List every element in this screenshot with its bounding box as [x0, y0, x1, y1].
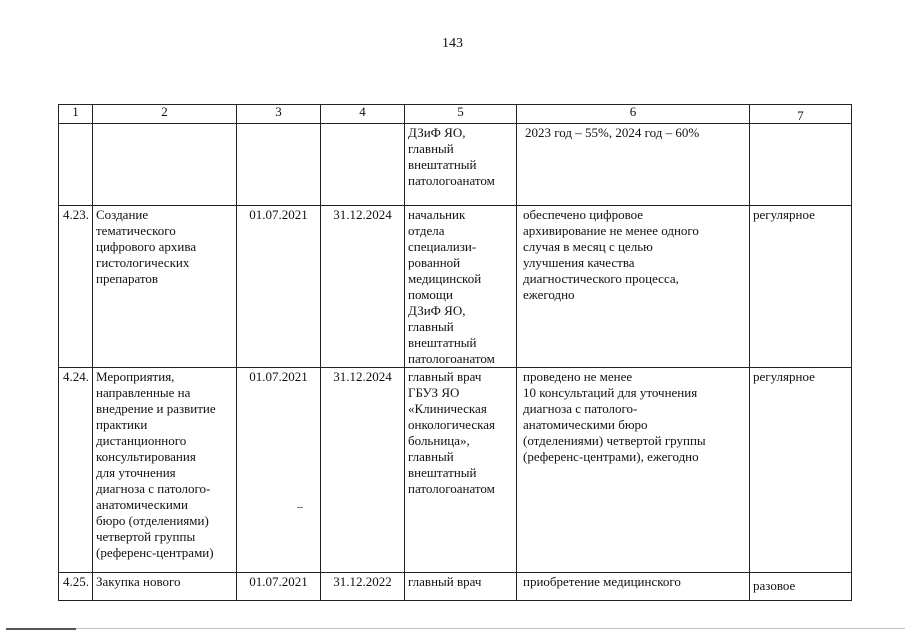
expected-result: 2023 год – 55%, 2024 год – 60% [517, 124, 750, 206]
row-number: 4.23. [59, 206, 93, 368]
responsible: начальник отдела специализи- рованной медицинской помощи ДЗиФ ЯО, главный внештатный патологоанатом [405, 206, 517, 368]
header-cell-7: 7 [750, 105, 852, 124]
header-cell-2: 2 [93, 105, 237, 124]
activity-name: Создание тематического цифрового архива гистологических препаратов [93, 206, 237, 368]
activity-type: разовое [750, 573, 852, 601]
header-cell-3: 3 [237, 105, 321, 124]
expected-result: проведено не менее 10 консультаций для уточнения диагноза с патолого- анатомическими бюро (отделениями) четвертой группы (референс-центрами), ежегодно [517, 368, 750, 573]
responsible: главный врач [405, 573, 517, 601]
row-number: 4.25. [59, 573, 93, 601]
page-bottom-mark [6, 628, 76, 630]
header-cell-5: 5 [405, 105, 517, 124]
responsible: ДЗиФ ЯО, главный внештатный патологоанатом [405, 124, 517, 206]
expected-result: приобретение медицинского [517, 573, 750, 601]
expected-result: обеспечено цифровое архивирование не менее одного случая в месяц с целью улучшения качества диагностического процесса, ежегодно [517, 206, 750, 368]
table-row [59, 573, 852, 601]
responsible: главный врач ГБУЗ ЯО «Клиническая онкологическая больница», главный внештатный патологоанатом [405, 368, 517, 573]
activity-type: регулярное [750, 206, 852, 368]
header-cell-4: 4 [321, 105, 405, 124]
end-date: 31.12.2024 [321, 368, 405, 573]
end-date: 31.12.2024 [321, 206, 405, 368]
activity-type: регулярное [750, 368, 852, 573]
start-date: 01.07.2021 [237, 573, 321, 601]
scan-mark [297, 507, 303, 508]
row-number: 4.24. [59, 368, 93, 573]
activity-name: Мероприятия, направленные на внедрение и развитие практики дистанционного консультирования для уточнения диагноза с патолого- анатомическими бюро (отделениями) четвертой группы (референс-центрами) [93, 368, 237, 573]
start-date: 01.07.2021 [237, 368, 321, 573]
page-bottom-edge [6, 628, 905, 629]
end-date: 31.12.2022 [321, 573, 405, 601]
activity-name: Закупка нового [93, 573, 237, 601]
page-number: 143 [442, 36, 463, 51]
table-row [59, 368, 852, 573]
activities-table [58, 104, 852, 601]
table-row [59, 124, 852, 206]
table-row [59, 206, 852, 368]
start-date [237, 124, 321, 206]
end-date [321, 124, 405, 206]
start-date: 01.07.2021 [237, 206, 321, 368]
activity-type [750, 124, 852, 206]
row-number [59, 124, 93, 206]
table-header-row [59, 105, 852, 124]
activity-name [93, 124, 237, 206]
header-cell-1: 1 [59, 105, 93, 124]
header-cell-6: 6 [517, 105, 750, 124]
